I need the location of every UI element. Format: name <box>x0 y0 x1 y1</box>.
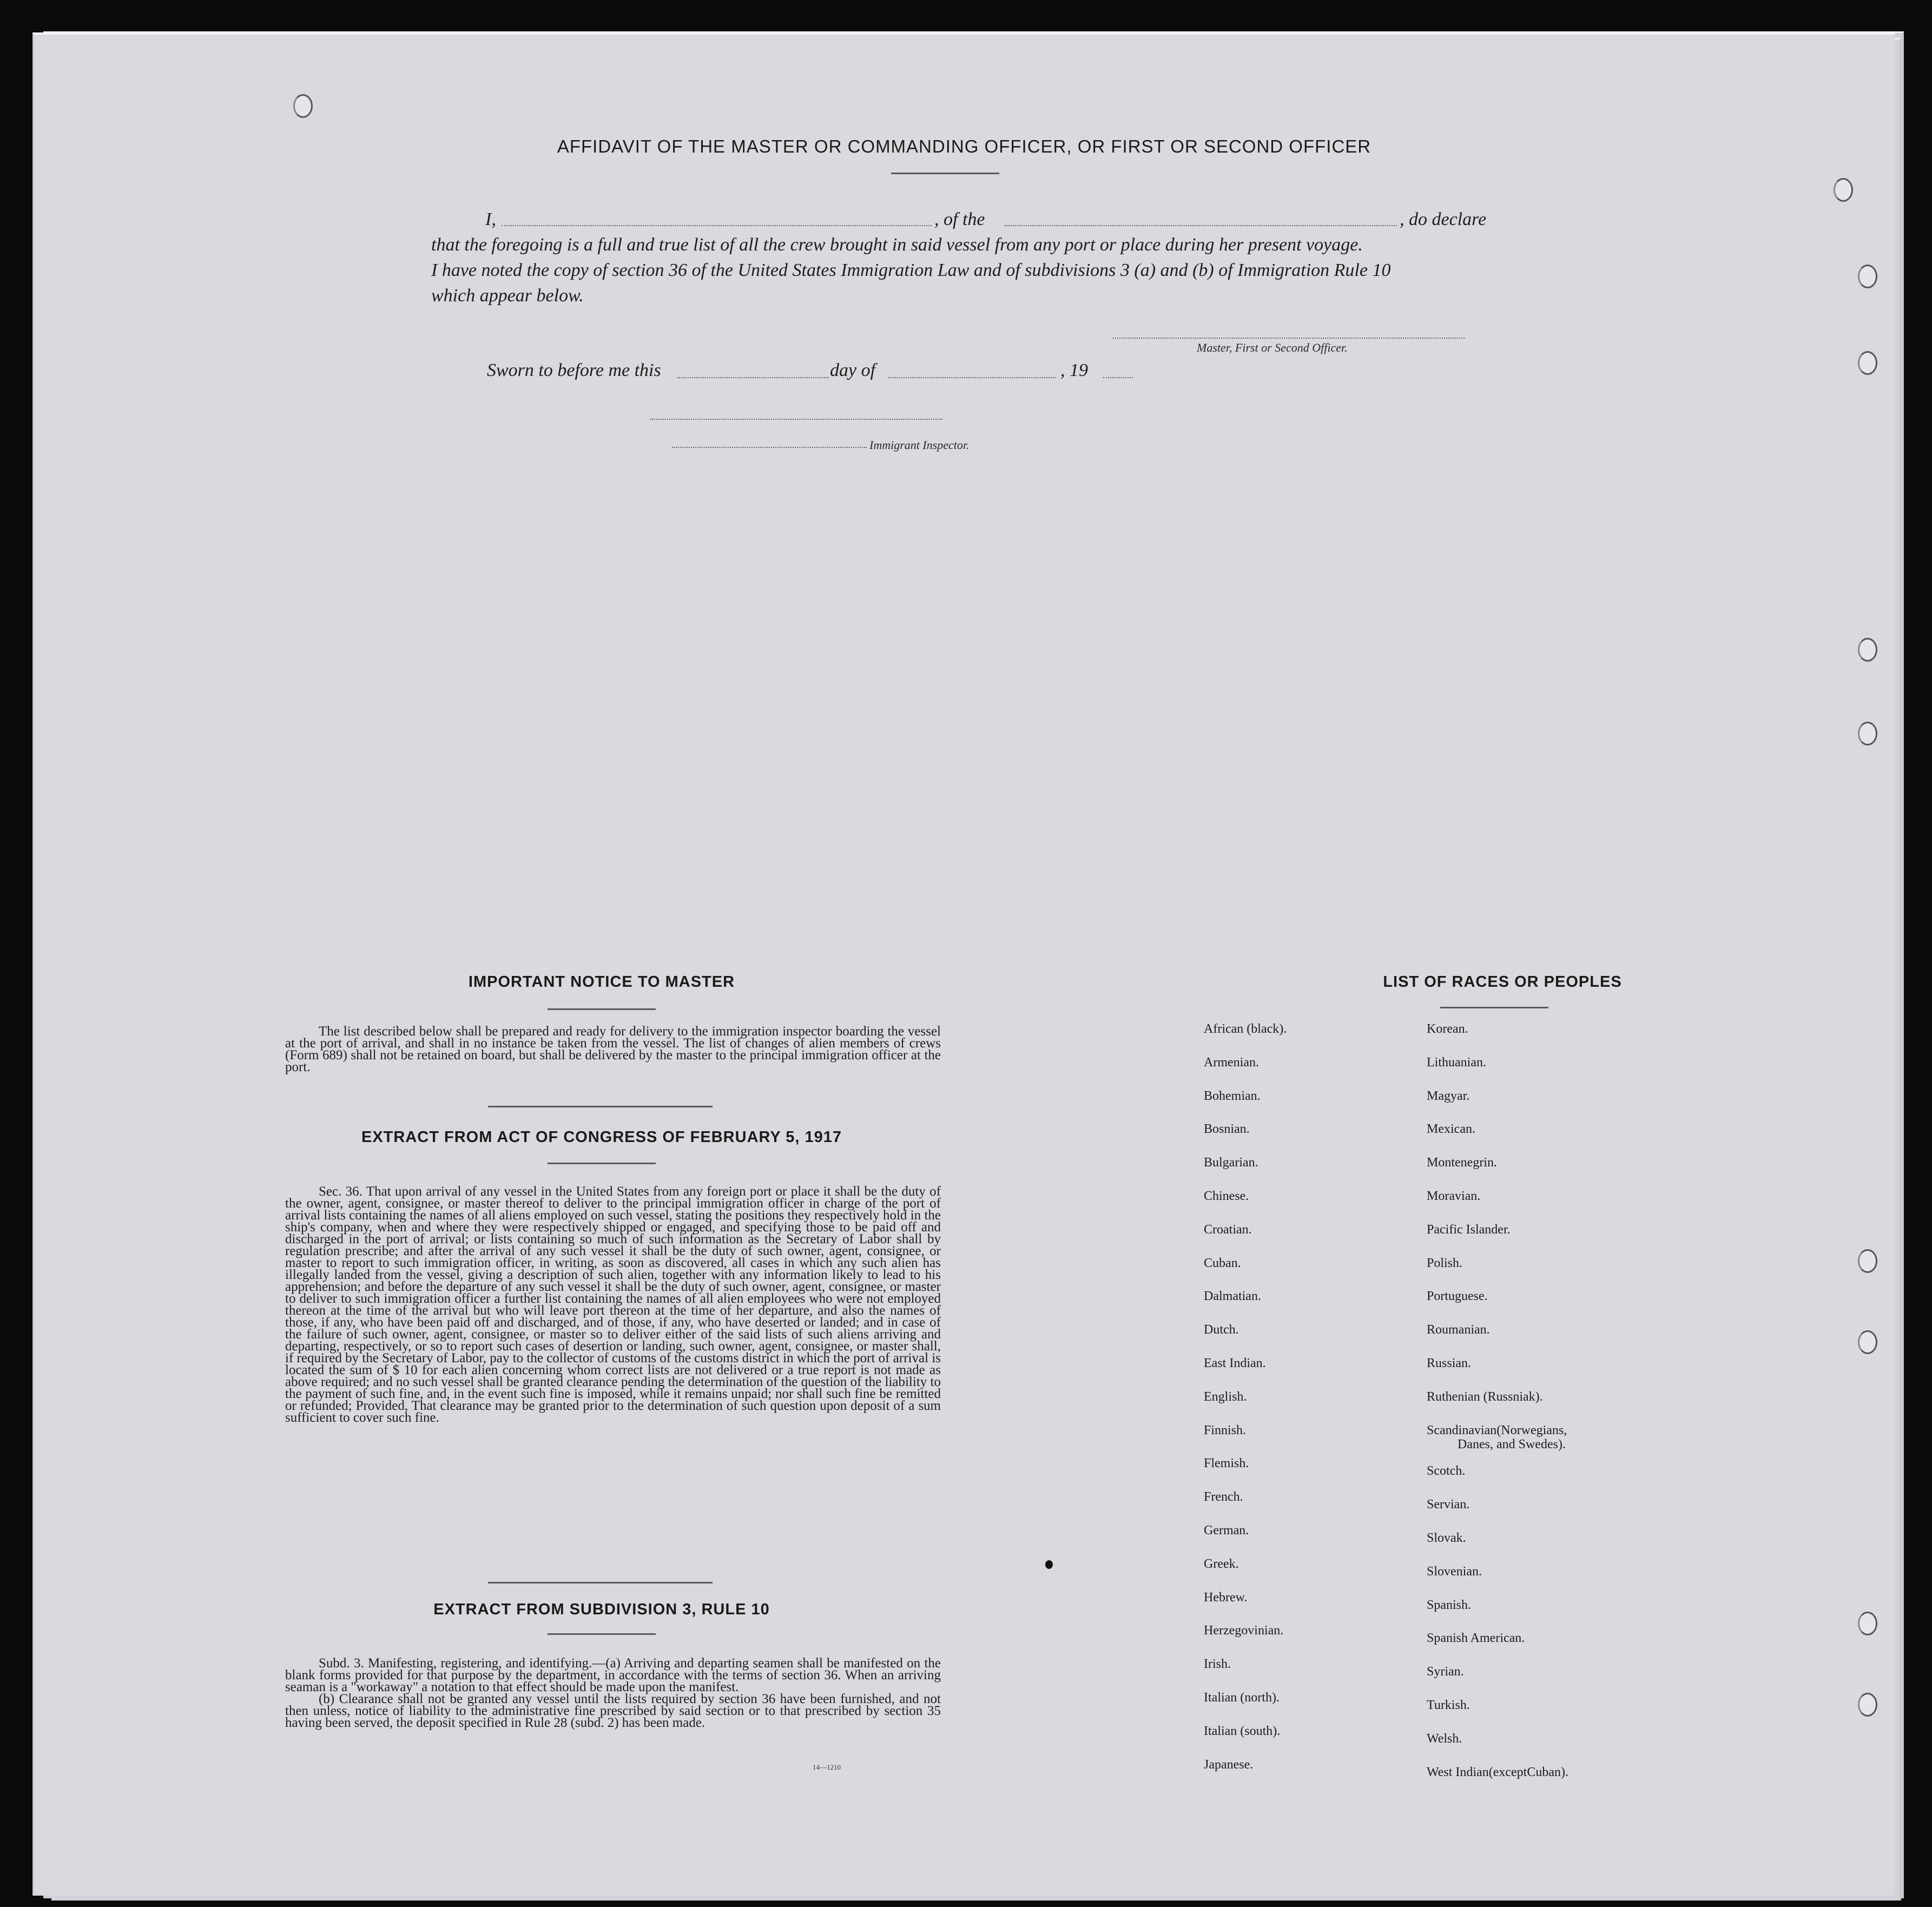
race-item: Japanese. <box>1204 1757 1254 1772</box>
affidavit-line-2: that the foregoing is a full and true list of all the crew brought in said vessel from any port or place during her present voyage. <box>431 235 1363 255</box>
race-item: Dalmatian. <box>1204 1289 1261 1304</box>
race-item: Chinese. <box>1204 1189 1249 1203</box>
punch-hole-icon <box>1858 265 1877 288</box>
vessel-blank-field[interactable] <box>1005 225 1397 226</box>
race-item: Flemish. <box>1204 1456 1249 1471</box>
act-text <box>285 1186 941 1424</box>
sworn-day-of: day of <box>830 360 876 380</box>
race-item: Magyar. <box>1427 1088 1470 1103</box>
rule-text <box>285 1658 941 1729</box>
inspector-blank-field-2[interactable] <box>672 447 867 448</box>
race-item: Syrian. <box>1427 1665 1464 1679</box>
affidavit-of-the: , of the <box>934 209 985 229</box>
race-item: East Indian. <box>1204 1356 1266 1370</box>
race-item: Armenian. <box>1204 1055 1259 1070</box>
race-item: Scotch. <box>1427 1464 1466 1479</box>
ink-speck <box>1045 1560 1053 1569</box>
race-item: Spanish American. <box>1427 1631 1525 1646</box>
sworn-day-field[interactable] <box>677 377 829 378</box>
race-item: Lithuanian. <box>1427 1055 1486 1070</box>
punch-hole-icon <box>1858 1330 1877 1354</box>
race-item: Slovak. <box>1427 1531 1466 1545</box>
race-item: French. <box>1204 1490 1243 1505</box>
race-item: English. <box>1204 1389 1247 1404</box>
affidavit-title: AFFIDAVIT OF THE MASTER OR COMMANDING OFFICER, OR FIRST OR SECOND OFFICER <box>557 136 1371 156</box>
race-item-continuation: Danes, and Swedes). <box>1458 1437 1566 1451</box>
affidavit-declare: , do declare <box>1400 209 1487 229</box>
punch-hole-icon <box>1858 1249 1877 1273</box>
race-item: Welsh. <box>1427 1731 1462 1746</box>
section-rule-2 <box>488 1582 713 1583</box>
races-rule <box>1440 1007 1548 1008</box>
race-item: Korean. <box>1427 1022 1468 1036</box>
race-item: Moravian. <box>1427 1189 1481 1203</box>
race-item: Turkish. <box>1427 1698 1470 1712</box>
race-item: Montenegrin. <box>1427 1156 1497 1170</box>
race-item: Herzegovinian. <box>1204 1624 1284 1638</box>
act-rule <box>548 1163 656 1164</box>
race-item: Servian. <box>1427 1497 1470 1512</box>
punch-hole-icon <box>1834 178 1853 202</box>
race-item: Russian. <box>1427 1356 1472 1370</box>
race-item: Spanish. <box>1427 1598 1472 1612</box>
name-blank-field[interactable] <box>502 225 932 226</box>
affidavit-line-3: I have noted the copy of section 36 of the United States Immigration Law and of subdivisions 3 (a) and (b) of Immigration Rule 10 <box>431 260 1391 280</box>
notice-rule <box>548 1008 656 1010</box>
notice-paragraph: The list described below shall be prepared and ready for delivery to the immigration inspector boarding the vessel at the port of arrival, and shall in no instance be taken from the vessel. The list of changes of alien members of crews (Form 689) shall not be retained on board, but shall be delivered by the master to the principal immigration officer at the port. <box>285 1024 941 1074</box>
rule-paragraph-a: Subd. 3. Manifesting, registering, and identifying.—(a) Arriving and departing seamen shall be manifested on the blank forms provided for that purpose by the department, in accordance with the terms of section 36. When an arriving seaman is a "workaway" a notation to that effect should be made upon the manifest. <box>285 1656 941 1694</box>
race-item: Bohemian. <box>1204 1088 1261 1103</box>
race-item: Irish. <box>1204 1657 1231 1672</box>
race-item: German. <box>1204 1523 1249 1538</box>
punch-hole-icon <box>1858 1693 1877 1717</box>
title-rule <box>891 173 999 174</box>
affidavit-i: I, <box>485 209 496 229</box>
sworn-month-field[interactable] <box>888 377 1056 378</box>
form-number: 14—1210 <box>813 1763 841 1771</box>
race-item: Italian (north). <box>1204 1691 1280 1705</box>
inspector-caption: Immigrant Inspector. <box>869 438 970 452</box>
act-title: EXTRACT FROM ACT OF CONGRESS OF FEBRUARY 5, 1917 <box>361 1129 842 1146</box>
punch-hole-icon <box>1858 1612 1877 1635</box>
notice-title: IMPORTANT NOTICE TO MASTER <box>468 973 735 991</box>
rule-title: EXTRACT FROM SUBDIVISION 3, RULE 10 <box>433 1601 770 1618</box>
sworn-prefix: Sworn to before me this <box>487 360 661 380</box>
race-item: African (black). <box>1204 1022 1287 1036</box>
signature-caption: Master, First or Second Officer. <box>1197 341 1348 354</box>
section-rule <box>488 1106 713 1107</box>
race-item: Ruthenian (Russniak). <box>1427 1389 1543 1404</box>
race-item: Scandinavian(Norwegians, <box>1427 1423 1567 1437</box>
sworn-year-field[interactable] <box>1103 377 1133 378</box>
race-item: Pacific Islander. <box>1427 1222 1511 1237</box>
form-page <box>32 32 1895 1896</box>
race-item: Slovenian. <box>1427 1564 1482 1579</box>
race-item: Finnish. <box>1204 1423 1247 1437</box>
race-item: Cuban. <box>1204 1256 1241 1270</box>
race-item: West Indian(exceptCuban). <box>1427 1765 1568 1779</box>
races-title: LIST OF RACES OR PEOPLES <box>1383 973 1622 991</box>
race-item: Bosnian. <box>1204 1122 1250 1137</box>
punch-hole-icon <box>1858 351 1877 375</box>
signature-blank-field[interactable] <box>1113 338 1465 339</box>
race-item: Roumanian. <box>1427 1323 1490 1337</box>
race-item: Dutch. <box>1204 1323 1239 1337</box>
race-item: Croatian. <box>1204 1222 1252 1237</box>
race-item: Italian (south). <box>1204 1724 1281 1738</box>
punch-hole-icon <box>293 94 313 118</box>
race-item: Bulgarian. <box>1204 1156 1258 1170</box>
inspector-blank-field[interactable] <box>650 419 942 420</box>
affidavit-line-4: which appear below. <box>431 286 584 306</box>
punch-hole-icon <box>1858 722 1877 745</box>
race-item: Polish. <box>1427 1256 1463 1270</box>
rule-rule <box>548 1633 656 1635</box>
rule-paragraph-b: (b) Clearance shall not be granted any vessel until the lists required by section 36 have been furnished, and not then unless, notice of liability to the administrative fine prescribed by said section or to that prescribed by section 35 having been served, the deposit specified in Rule 28 (subd. 2) has been made. <box>285 1692 941 1730</box>
punch-hole-icon <box>1858 638 1877 662</box>
race-item: Hebrew. <box>1204 1590 1248 1605</box>
notice-text <box>285 1026 941 1073</box>
race-item: Greek. <box>1204 1556 1239 1571</box>
sworn-year: , 19 <box>1060 360 1088 380</box>
act-paragraph: Sec. 36. That upon arrival of any vessel in the United States from any foreign port or place it shall be the duty of the owner, agent, consignee, or master thereof to deliver to the principal immigration officer in charge of the port of arrival lists containing the names of all aliens employed on such vessel, stating the positions they respectively hold in the ship's company, when and where they were respectively shipped or engaged, and specifying those to be paid off and discharged in the port of arrival; or lists containing so much of such information as the Secretary of Labor shall by regulation prescribe; and after the arrival of any such vessel it shall be the duty of such owner, agent, consignee, or master to report to such immigration officer, in writing, as soon as discovered, all cases in which any such alien has illegally landed from the vessel, giving a description of such alien, together with any information likely to lead to his apprehension; and before the departure of any such vessel it shall be the duty of such owner, agent, consignee, or master to deliver to such immigration officer a further list containing the names of all alien employees who were not employed thereon at the time of the arrival but who will leave port thereon at the time of her departure, and also the names of those, if any, who have been paid off and discharged, and of those, if any, who have deserted or landed; and in case of the failure of such owner, agent, consignee, or master so to deliver either of the said lists of such aliens arriving and departing, respectively, or so to report such cases of desertion or landing, such owner, agent, consignee, or master shall, if required by the Secretary of Labor, pay to the collector of customs of the customs district in which the port of arrival is located the sum of $ 10 for each alien concerning whom correct lists are not delivered or a true report is not made as above required; and no such vessel shall be granted clearance pending the determination of the question of the liability to the payment of such fine, and, in the event such fine is imposed, while it remains unpaid; nor shall such fine be remitted or refunded; Provided, That clearance may be granted prior to the determination of such question upon deposit of a sum sufficient to cover such fine. <box>285 1184 941 1425</box>
race-item: Mexican. <box>1427 1122 1475 1137</box>
race-item: Portuguese. <box>1427 1289 1488 1304</box>
